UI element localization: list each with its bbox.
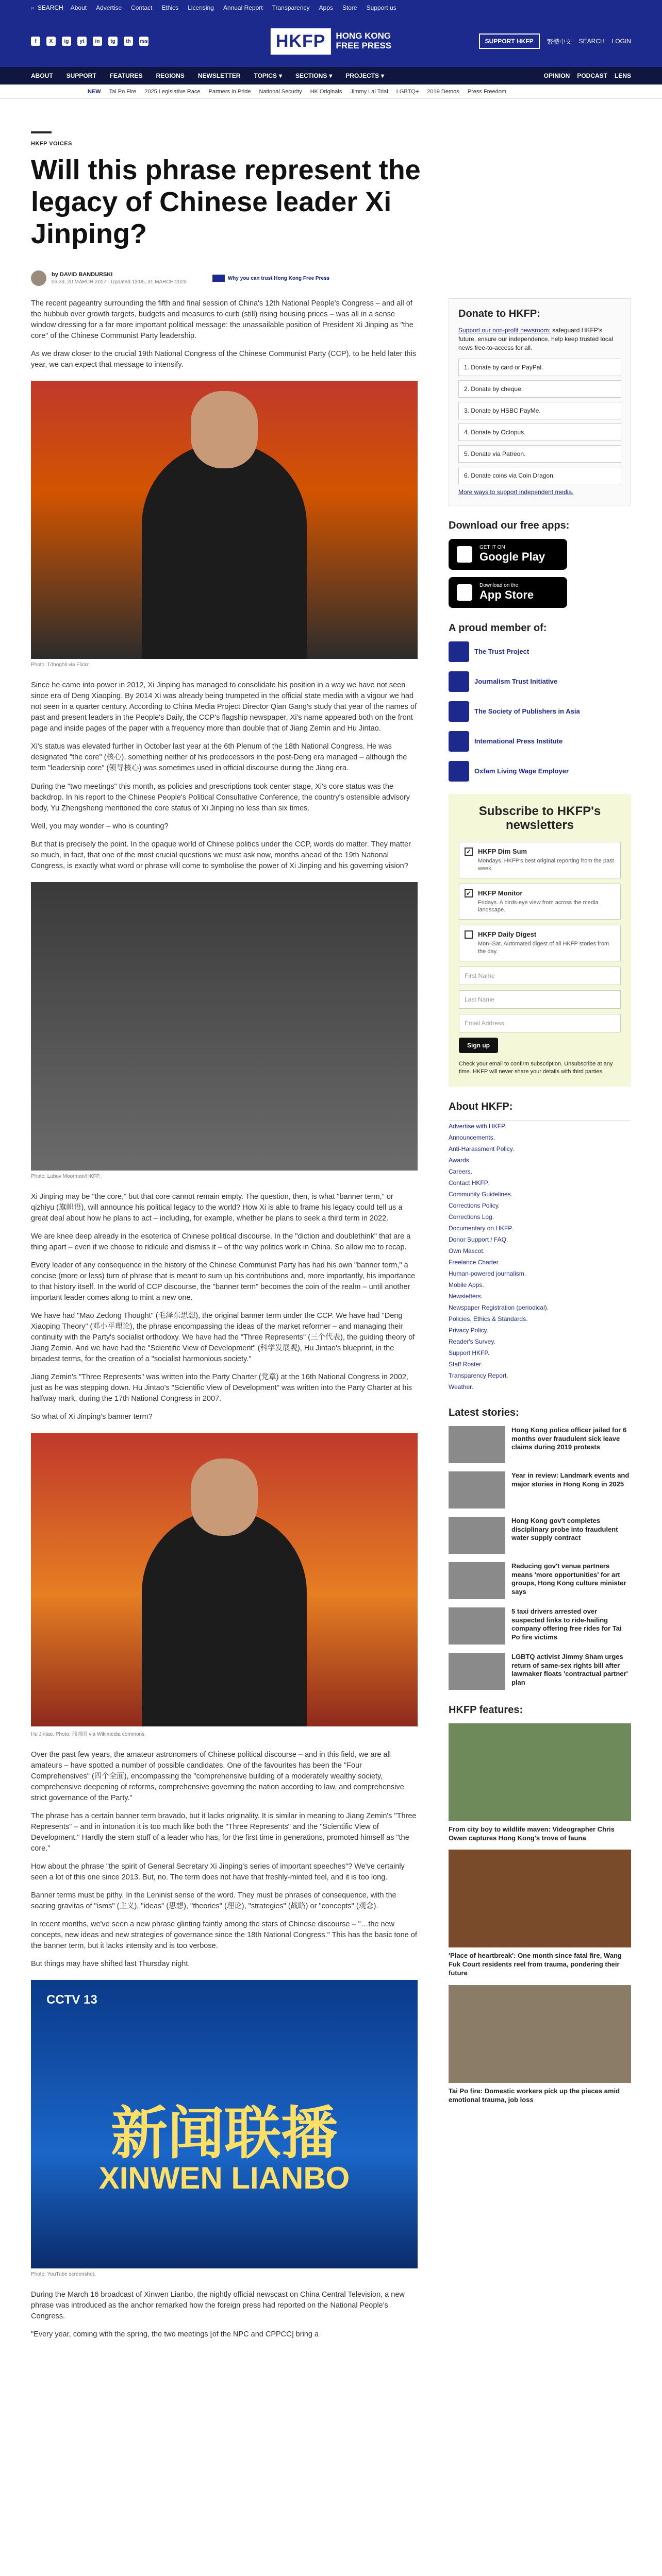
language-link[interactable]: 繁體中文: [547, 38, 572, 45]
member-name: Journalism Trust Initiative: [474, 677, 558, 686]
portrait-figure: [142, 1510, 307, 1726]
paragraph: But that is precisely the point. In the opaque world of Chinese politics under the CCP, words do matter. They matter so much, in fact, that one of the most crucial questions we must ask now, months ahead of the 19th National Congress, is exactly what word or phrase will come to symbolise the power of Xi Jinping and his governing vision?: [31, 840, 411, 870]
member-name: Oxfam Living Wage Employer: [474, 767, 569, 775]
about-link[interactable]: Policies, Ethics & Standards.: [449, 1315, 528, 1323]
paragraph: Well, you may wonder – who is counting?: [31, 822, 169, 831]
sopa-icon: [449, 701, 469, 722]
signup-button[interactable]: Sign up: [459, 1038, 498, 1053]
feature-story[interactable]: [449, 1723, 631, 1843]
nav-label: SECTIONS: [295, 72, 327, 79]
support-hkfp-button[interactable]: SUPPORT HKFP: [479, 33, 540, 49]
logo-text: [336, 31, 391, 50]
about-link[interactable]: Reader's Survey.: [449, 1337, 495, 1345]
checkbox-checked[interactable]: ✓: [465, 848, 473, 856]
newsletter-info: [478, 889, 615, 914]
paragraph: As we draw closer to the crucial 19th National Congress of the Chinese Communist Party (CCP), to be held later this year, we can expect that message to intensify.: [31, 350, 417, 369]
top-link[interactable]: Contact: [131, 4, 153, 11]
story-thumbnail: [449, 1471, 505, 1509]
story-title: LGBTQ activist Jimmy Sham urges return of same-sex rights bill after lawmaker floats 'contractual partner' plan: [511, 1652, 628, 1687]
latest-story[interactable]: [449, 1517, 631, 1554]
newsletter-desc: Mon–Sat. Automated digest of all HKFP stories from the day.: [478, 941, 609, 955]
trust-project-icon: [449, 641, 469, 662]
newsletter-title: Subscribe to HKFP's newsletters: [478, 804, 601, 833]
nav-label: TOPICS: [254, 72, 277, 79]
story-thumbnail: [449, 1517, 505, 1554]
photo-caption: Photo: Lubov Moorman/HKFP.: [31, 1173, 101, 1179]
nav-label: REGIONS: [156, 72, 185, 79]
top-search[interactable]: [31, 4, 63, 12]
top-links: [71, 4, 396, 11]
paragraph: Banner terms must be pithy. In the Leninist sense of the word. They must be phrases of consequence, with the soaring gravitas of "isms" (主义), "ideas" (思想), "theories" (理论), "strategies" (战略) or "concepts" (观念).: [31, 1891, 396, 1911]
header-search-link[interactable]: SEARCH: [578, 38, 605, 45]
facebook-icon[interactable]: f: [31, 37, 40, 46]
trust-badge-icon: [212, 275, 225, 282]
nav-topics[interactable]: [254, 72, 282, 79]
paragraph: But things may have shifted last Thursday night.: [31, 1960, 190, 1969]
donate-option[interactable]: 1. Donate by card or PayPal.: [458, 359, 621, 376]
paragraph: In recent months, we've seen a new phrase glinting faintly among the stars of Chinese discourse – "…the new concepts, new ideas and new strategies of governance since the 18th National Congress." This has the basic tone of the banner term, but it lacks intensity and is too verbose.: [31, 1920, 417, 1951]
store-big: Google Play: [479, 550, 545, 564]
checkbox-checked[interactable]: ✓: [465, 889, 473, 897]
first-name-field[interactable]: First Name: [459, 967, 621, 985]
paragraph: We have had "Mao Zedong Thought" (毛泽东思想), the original banner term under the CCP. We have had "Deng Xiaoping Theory" (邓小平理论), the phrase encompassing the ideas of the market reformer – and managing their continuity with the Party's socialist orthodoxy. We have had the "Three Represents" (三个代表), the guiding theory of Jiang Zemin. And we have had the "Scientific View of Development" (科学发展观), Hu Jintao's blueprint, in the broadest terms, for the creation of a "socialist harmonious society.": [31, 1311, 415, 1363]
newsletter-name: HKFP Monitor: [478, 889, 523, 897]
nav-lens[interactable]: LENS: [614, 72, 631, 79]
newsletter-name: HKFP Daily Digest: [478, 930, 537, 939]
about-link[interactable]: Newsletters.: [449, 1292, 483, 1300]
photo-caption: Photo: YouTube screenshot.: [31, 2272, 96, 2278]
author-name[interactable]: by DAVID BANDURSKI: [52, 272, 113, 278]
nav-label: NEWSLETTER: [197, 72, 241, 79]
latest-story[interactable]: [449, 1426, 631, 1463]
top-utility-bar: [0, 0, 662, 15]
logo-line2: FREE PRESS: [336, 41, 392, 50]
about-link[interactable]: Freelance Charter.: [449, 1258, 500, 1266]
kicker-divider: [31, 131, 52, 133]
paragraph: Xi Jinping may be "the core," but that core cannot remain empty. The question, then, is what "banner term," or qizhiyu (旗帜语), will announce his political legacy to the world? How Xi is able to frame his legacy could tell us a great deal about how he plans to act – including, for example, whether he plans to seek a third term in 2022.: [31, 1192, 403, 1223]
byline: [31, 270, 631, 286]
newsletter-box: [449, 794, 631, 1087]
ticker-label: NEW: [88, 88, 101, 95]
donate-option[interactable]: 6. Donate coins via Coin Dragon.: [458, 467, 621, 484]
ticker-item[interactable]: HK Originals: [310, 88, 342, 95]
jti-icon: [449, 671, 469, 692]
newsletter-option[interactable]: [459, 884, 621, 920]
about-link[interactable]: Anti-Harassment Policy.: [449, 1145, 515, 1153]
paragraph: During the March 16 broadcast of Xinwen Lianbo, the nightly official newscast on China Central Television, a new phrase was introduced as the anchor remarked how the foreign press had reported on the National People's Congress.: [31, 2291, 405, 2321]
about-link[interactable]: Announcements.: [449, 1133, 495, 1141]
topic-ticker: [0, 84, 662, 99]
member-name: International Press Institute: [474, 737, 563, 745]
threads-icon[interactable]: th: [124, 37, 133, 46]
about-link[interactable]: Mobile Apps.: [449, 1281, 484, 1289]
top-link[interactable]: Support us: [366, 4, 396, 11]
about-link[interactable]: Documentary on HKFP.: [449, 1224, 514, 1232]
newsletter-info: [478, 848, 615, 873]
paragraph: Every leader of any consequence in the history of the Chinese Communist Party has had his own "banner term," a concise (more or less) turn of phrase that is meant to sum up his contributions and, more importantly, his importance to that history itself. In the world of CCP discourse, the "banner term" becomes the coin of the realm – until another important leader comes along to mint a new one.: [31, 1261, 416, 1302]
feature-image: [449, 1985, 631, 2083]
last-name-field[interactable]: Last Name: [459, 990, 621, 1009]
story-thumbnail: [449, 1426, 505, 1463]
member-logo[interactable]: [449, 761, 631, 782]
about-link[interactable]: Privacy Policy.: [449, 1326, 489, 1334]
donate-intro-text: safeguard HKFP's future, ensure our independence, help keep trusted local news free-to-access for all.: [458, 327, 614, 351]
member-logo[interactable]: [449, 671, 631, 692]
hu-jintao-photo: [31, 1433, 418, 1726]
chevron-down-icon: ▾: [329, 72, 333, 79]
photo-caption: Hu Jintao. Photo: 瑞典国 via Wikimedia commons.: [31, 1731, 146, 1737]
news-title-en: XINWEN LIANBO: [98, 2161, 350, 2196]
story-thumbnail: [449, 1653, 505, 1690]
nav-support[interactable]: [67, 72, 96, 79]
newsletter-note: Check your email to confirm subscription. Unsubscribe at any time. HKFP will never share your details with third parties.: [459, 1060, 613, 1075]
about-link[interactable]: Careers.: [449, 1167, 473, 1175]
paragraph: Over the past few years, the amateur astronomers of Chinese political discourse – and in this field, we are all amateurs – have spotted a number of possible candidates. One of the favourites has been the "Four Comprehensives" (四个全面), encompassing the "comprehensive building of a moderately wealthy society, comprehensive deepening of reforms, comprehensive governing the nation according to law, and comprehensive strict governance of the Party.": [31, 1750, 404, 1802]
about-link[interactable]: Weather.: [449, 1383, 473, 1391]
donate-more-link[interactable]: More ways to support independent media.: [458, 488, 574, 496]
portrait-head: [191, 391, 258, 468]
paragraph: Jiang Zemin's "Three Represents" was written into the Party Charter (党章) at the 16th National Congress in 2002, just as he was stepping down. Hu Jintao's "Scientific View of Development" was written into the Party Charter at his halfway mark, during the 17th National Congress in 2007.: [31, 1372, 412, 1403]
header-actions: [479, 33, 631, 49]
article-dates: 06:39, 20 MARCH 2017 · Updated 13:05, 31 MARCH 2020: [52, 279, 187, 285]
feature-image: [449, 1850, 631, 1947]
nav-newsletter[interactable]: [198, 72, 241, 79]
latest-story[interactable]: [449, 1653, 631, 1690]
donate-intro: [458, 326, 621, 352]
newspaper-photo: [31, 882, 418, 1171]
ticker-item[interactable]: Jimmy Lai Trial: [350, 88, 388, 95]
donate-title: Donate to HKFP:: [458, 308, 540, 320]
site-header: [0, 15, 662, 67]
about-link[interactable]: Transparency Report.: [449, 1371, 508, 1379]
trust-label: Why you can trust Hong Kong Free Press: [227, 275, 330, 281]
top-search-label: SEARCH: [37, 4, 63, 11]
donate-option[interactable]: 3. Donate by HSBC PayMe.: [458, 402, 621, 419]
ticker-item[interactable]: Partners in Pride: [208, 88, 251, 95]
donate-box: [449, 298, 631, 505]
logo-line1: HONG KONG: [336, 31, 391, 41]
email-field[interactable]: Email Address: [459, 1014, 621, 1032]
nav-label: PROJECTS: [345, 72, 379, 79]
about-title: About HKFP:: [449, 1100, 513, 1112]
paragraph: Xi's status was elevated further in October last year at the 6th Plenum of the 18th National Congress. He was designated "the core" (核心), something neither of his predecessors in the post-Deng era managed – although the term "leadership core" (领导核心) was sometimes used in official discourse during the Jiang era.: [31, 742, 407, 773]
nav-opinion[interactable]: OPINION: [543, 72, 570, 79]
sidebar: [449, 298, 631, 2347]
member-name: The Trust Project: [474, 648, 529, 656]
top-link[interactable]: About: [70, 4, 87, 11]
google-play-button[interactable]: [449, 539, 567, 570]
nav-projects[interactable]: [345, 72, 384, 79]
top-link[interactable]: Apps: [319, 4, 333, 11]
story-title: Year in review: Landmark events and major stories in Hong Kong in 2025: [511, 1471, 630, 1488]
store-small: Download on the: [479, 583, 519, 589]
features-title: HKFP features:: [449, 1704, 523, 1716]
about-link[interactable]: Newspaper Registration (periodical).: [449, 1303, 549, 1311]
logo-mark: HKFP: [271, 28, 331, 55]
top-link[interactable]: Advertise: [96, 4, 122, 11]
story-title: Hong Kong police officer jailed for 6 months over fraudulent sick leave claims during 2019 protests: [511, 1426, 627, 1451]
store-small: GET IT ON: [479, 545, 505, 551]
ticker-item[interactable]: Tai Po Fire: [109, 88, 137, 95]
top-link[interactable]: Annual Report: [223, 4, 263, 11]
nav-regions[interactable]: [156, 72, 184, 79]
article-title: Will this phrase represent the legacy of Chinese leader Xi Jinping?: [31, 155, 421, 250]
nav-label: SUPPORT: [66, 72, 96, 79]
ipi-icon: [449, 731, 469, 752]
member-logo[interactable]: [449, 641, 631, 662]
newsletter-name: HKFP Dim Sum: [478, 847, 527, 855]
telegram-icon[interactable]: tg: [108, 37, 118, 46]
newsletter-desc: Mondays. HKFP's best original reporting from the past week.: [478, 857, 614, 872]
about-link[interactable]: Human-powered journalism.: [449, 1269, 526, 1277]
story-title: 5 taxi drivers arrested over suspected links to ride-hailing company offering free rides for Tai Po fire victims: [511, 1607, 622, 1641]
latest-story[interactable]: [449, 1562, 631, 1599]
apps-title: Download our free apps:: [449, 519, 570, 531]
trust-link[interactable]: [212, 275, 329, 282]
feature-title: From city boy to wildlife maven: Videographer Chris Owen captures Hong Kong's trove of fauna: [449, 1825, 615, 1842]
ticker-item[interactable]: 2019 Demos: [427, 88, 459, 95]
story-title: Hong Kong gov't completes disciplinary probe into fraudulent water supply contract: [511, 1516, 618, 1542]
about-link[interactable]: Community Guidelines.: [449, 1190, 513, 1198]
about-link[interactable]: Staff Roster.: [449, 1360, 483, 1368]
paragraph: We are knee deep already in the esoterica of Chinese political discourse. In the "diction and doublethink" that are a thing apart – even if we choose to ridicule and dismiss it – of the way politics work in China. So allow me to recap.: [31, 1232, 411, 1251]
top-link[interactable]: Ethics: [161, 4, 179, 11]
about-link[interactable]: Own Mascot.: [449, 1247, 485, 1255]
newsletter-info: [478, 930, 615, 956]
nav-about[interactable]: [31, 72, 53, 79]
search-icon: ⌕: [31, 4, 35, 11]
story-title: Reducing gov't venue partners means 'more opportunities' for art groups, Hong Kong culture minister says: [511, 1562, 626, 1596]
story-thumbnail: [449, 1607, 505, 1645]
latest-title: Latest stories:: [449, 1406, 519, 1418]
nav-label: ABOUT: [31, 72, 53, 79]
latest-story[interactable]: [449, 1471, 631, 1509]
ticker-item[interactable]: LGBTQ+: [396, 88, 419, 95]
article-kicker[interactable]: HKFP VOICES: [31, 141, 72, 147]
feature-title: Tai Po fire: Domestic workers pick up the pieces amid emotional trauma, job loss: [449, 2087, 620, 2104]
portrait-figure: [142, 443, 307, 659]
portrait-head: [191, 1459, 258, 1536]
about-link[interactable]: Donor Support / FAQ.: [449, 1235, 508, 1243]
byline-text: [52, 272, 187, 285]
about-link[interactable]: Support HKFP.: [449, 1349, 490, 1357]
about-list: [449, 1120, 631, 1393]
paragraph: So what of Xi Jinping's banner term?: [31, 1412, 153, 1421]
article-body: [31, 298, 418, 2347]
donate-option[interactable]: 2. Donate by cheque.: [458, 380, 621, 398]
nav-right: [544, 72, 631, 79]
feature-image: [449, 1723, 631, 1821]
about-link[interactable]: Corrections Log.: [449, 1213, 494, 1221]
about-link[interactable]: Advertise with HKFP.: [449, 1122, 506, 1130]
site-logo[interactable]: [271, 28, 391, 55]
photo-caption: Photo: Tdhoghli via Flickr.: [31, 662, 90, 668]
linkedin-icon[interactable]: in: [93, 37, 102, 46]
donate-option[interactable]: 5. Donate via Patreon.: [458, 445, 621, 463]
newsletter-desc: Fridays. A birds-eye view from across the media landscape.: [478, 899, 599, 913]
article-wrapper: [31, 131, 631, 2347]
member-logo[interactable]: [449, 731, 631, 752]
nav-label: FEATURES: [109, 72, 143, 79]
feature-title: 'Place of heartbreak': One month since fatal fire, Wang Fuk Court residents reel from trauma, pondering their future: [449, 1952, 622, 1977]
feature-story[interactable]: [449, 1985, 631, 2105]
paragraph: The phrase has a certain banner term bravado, but it lacks originality. It is similar in meaning to Jiang Zemin's "Three Represents" – and in intonation it is too much like both the "Three Represents" and the "Scientific View of Development." Hardly the stern stuff of a leader who has, for the first time in generations, promoted himself as "the core.": [31, 1811, 417, 1853]
about-link[interactable]: Awards.: [449, 1156, 471, 1164]
cctv-logo: CCTV 13: [46, 1993, 97, 2007]
xi-jinping-photo: [31, 381, 418, 659]
checkbox-unchecked[interactable]: [465, 930, 473, 939]
member-name: The Society of Publishers in Asia: [474, 707, 580, 716]
social-links: [31, 37, 148, 46]
member-logo[interactable]: [449, 701, 631, 722]
member-title: A proud member of:: [449, 622, 547, 634]
app-store-button[interactable]: [449, 577, 567, 608]
ticker-item[interactable]: 2025 Legislative Race: [144, 88, 201, 95]
paragraph: The recent pageantry surrounding the fifth and final session of China's 12th National People's Congress – and all of the hubbub over growth targets, budgets and measures to curb (still) rising housing prices – was all in a sense window dressing for a far more important political message: the unassailable position of President Xi Jinping as "the core" of the Chinese Communist Party leadership.: [31, 299, 413, 341]
content-columns: [31, 298, 631, 2347]
paragraph: How about the phrase "the spirit of General Secretary Xi Jinping's series of important speeches"? We've certainly seen a lot of this one since 2013. But, no. The term does not have that freshly-minted feel, and it is too long.: [31, 1862, 405, 1882]
nav-podcast[interactable]: PODCAST: [577, 72, 607, 79]
oxfam-icon: [449, 761, 469, 782]
apple-icon: [457, 584, 472, 601]
feature-story[interactable]: [449, 1850, 631, 1978]
ticker-item[interactable]: Press Freedom: [467, 88, 506, 95]
donate-option[interactable]: 4. Donate by Octopus.: [458, 423, 621, 441]
author-avatar: [31, 270, 46, 286]
top-link[interactable]: Licensing: [188, 4, 214, 11]
nav-features[interactable]: [110, 72, 143, 79]
top-link[interactable]: Transparency: [272, 4, 310, 11]
main-nav: [0, 67, 662, 84]
x-icon[interactable]: X: [46, 37, 56, 46]
news-title-cn: 新闻联播: [111, 2100, 338, 2167]
paragraph: Since he came into power in 2012, Xi Jinping has managed to consolidate his position in a way we have not seen since era of Deng Xiaoping. By 2014 Xi was already being trumpeted in the official state media with a vigour we had not seen in a quarter century. According to China Media Project Director Qian Gang's study that year of the names of past and present leaders in the People's Daily, the CCP's flagship newspaper, Xi's name appeared both on the front page and inside pages of the paper with a frequency more than double that of Jiang Zemin and Hu Jintao.: [31, 681, 417, 733]
newsletter-option[interactable]: [459, 842, 621, 878]
youtube-icon[interactable]: yt: [77, 37, 87, 46]
about-link[interactable]: Contact HKFP.: [449, 1179, 489, 1187]
google-play-icon: [457, 546, 472, 563]
paragraph: "Every year, coming with the spring, the two meetings [of the NPC and CPPCC] bring a: [31, 2330, 319, 2339]
story-thumbnail: [449, 1562, 505, 1599]
donate-intro-link[interactable]: Support our non-profit newsroom:: [458, 327, 551, 334]
nav-sections[interactable]: [295, 72, 332, 79]
top-link[interactable]: Store: [342, 4, 357, 11]
chevron-down-icon: ▾: [381, 72, 385, 79]
latest-story[interactable]: [449, 1607, 631, 1645]
login-link[interactable]: LOGIN: [611, 38, 631, 45]
rss-icon[interactable]: rss: [139, 37, 148, 46]
paragraph: During the "two meetings" this month, as policies and prescriptions took center stage, Xi's core status was the backdrop. In his report to the Chinese People's Political Consultative Conference, the country's ostensible advisory body, Yu Zhengsheng mentioned the core status of Xi Jinping no less than six times.: [31, 782, 410, 812]
about-link[interactable]: Corrections Policy.: [449, 1201, 500, 1209]
xinwen-lianbo-screenshot: [31, 1980, 418, 2268]
chevron-down-icon: ▾: [278, 72, 282, 79]
instagram-icon[interactable]: ig: [62, 37, 71, 46]
store-big: App Store: [479, 588, 534, 602]
ticker-item[interactable]: National Security: [259, 88, 302, 95]
newsletter-option[interactable]: [459, 925, 621, 961]
